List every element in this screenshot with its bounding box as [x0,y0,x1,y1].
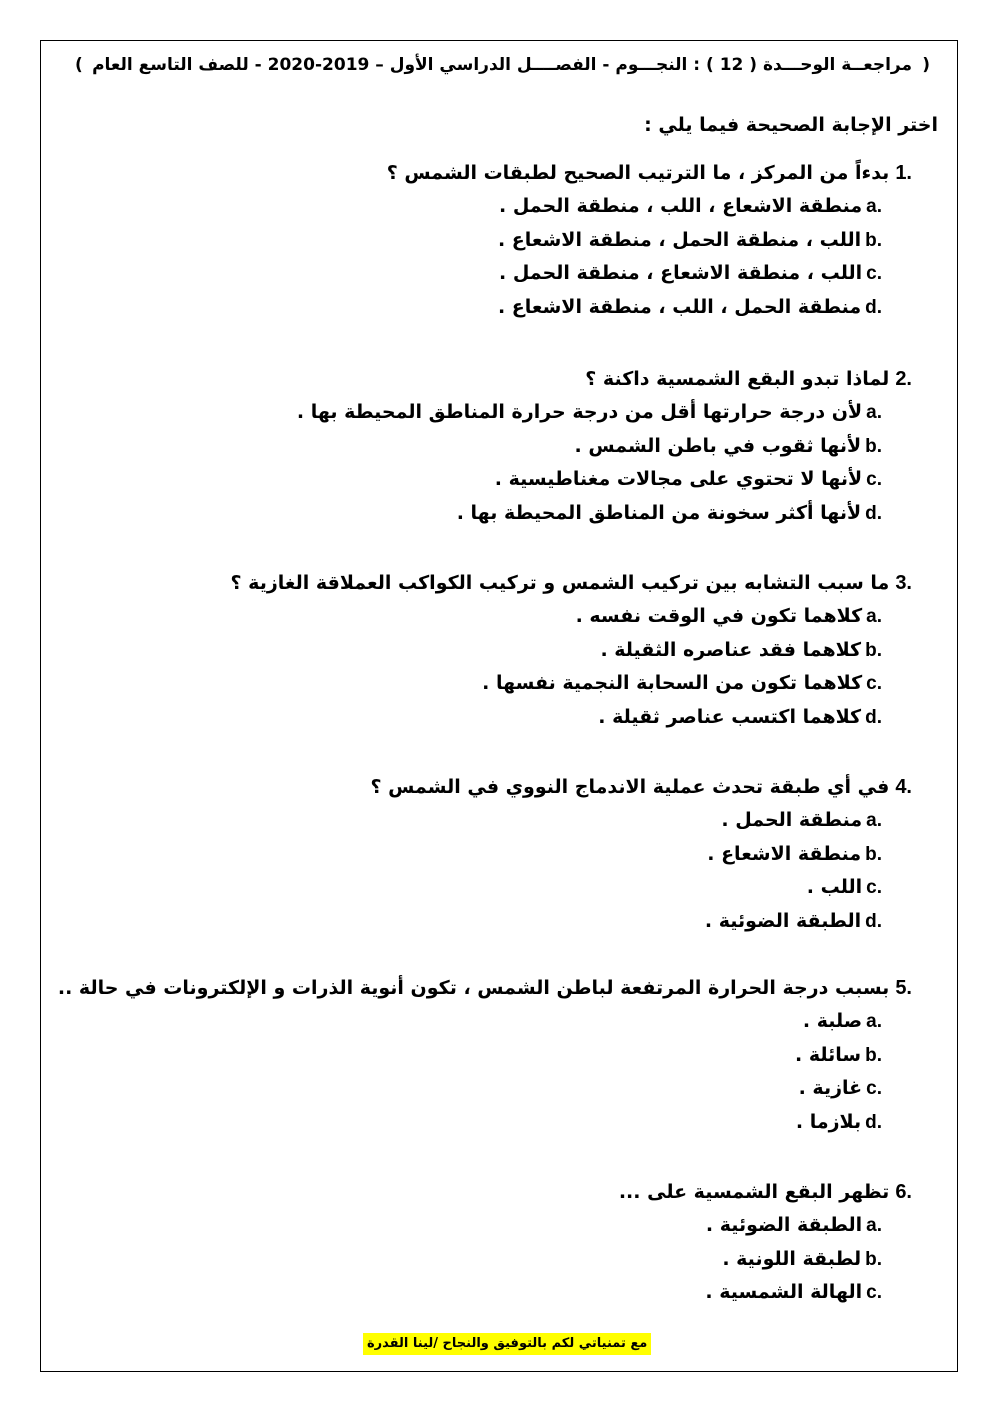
option-d[interactable] [387,291,882,325]
option-letter: b. [865,843,882,865]
footer-signature: مع تمنياتي لكم بالتوفيق والنجاح /لينا القدرة [363,1333,651,1355]
option-a[interactable] [231,600,882,634]
question-number: 4. [895,776,912,798]
header-open-paren: ( [922,55,930,75]
option-text: الطبقة الضوئية . [705,1214,863,1236]
option-a[interactable] [297,396,882,430]
option-text: لأنها أكثر سخونة من المناطق المحيطة بها . [456,501,862,524]
option-text: كلاهما تكون في الوقت نفسه . [575,605,863,627]
option-text: لطبقة اللونية . [722,1247,862,1270]
question-text: ما سبب التشابه بين تركيب الشمس و تركيب الكواكب العملاقة الغازية ؟ [230,572,890,594]
option-letter: b. [865,435,882,457]
option-letter: b. [865,639,882,661]
option-text: غازية . [798,1077,863,1099]
question-number: 1. [895,162,912,184]
option-letter: c. [866,469,882,490]
option-b[interactable] [619,1243,882,1277]
question-number: 2. [895,368,912,390]
worksheet-header [55,55,930,85]
option-c[interactable] [58,1072,882,1106]
question-1 [387,156,912,324]
question-text: لماذا تبدو البقع الشمسية داكنة ؟ [585,368,890,390]
option-text: منطقة الحمل ، اللب ، منطقة الاشعاع . [497,295,862,318]
option-text: اللب . [806,876,863,898]
option-text: لأن درجة حرارتها أقل من درجة حرارة المناطق المحيطة بها . [296,401,863,423]
question-text: في أي طبقة تحدث عملية الاندماج النووي في الشمس ؟ [370,776,890,798]
option-text: لأنها ثقوب في باطن الشمس . [574,434,862,457]
question-number: 5. [895,977,912,999]
option-letter: d. [865,502,882,524]
option-d[interactable] [58,1106,882,1140]
option-a[interactable] [387,190,882,224]
option-a[interactable] [619,1209,882,1243]
option-letter: c. [866,263,882,284]
option-letter: a. [866,402,882,423]
option-text: منطقة الحمل . [721,809,863,831]
option-d[interactable] [231,701,882,735]
option-text: اللب ، منطقة الاشعاع ، منطقة الحمل . [498,262,863,284]
option-d[interactable] [371,905,882,939]
option-letter: c. [866,877,882,898]
option-letter: d. [865,1111,882,1133]
option-letter: a. [866,1215,882,1236]
question-number: 3. [895,572,912,594]
option-letter: a. [866,1011,882,1032]
question-number: 6. [895,1181,912,1203]
question-6 [619,1175,912,1310]
question-4 [371,770,912,938]
question-2 [297,362,912,530]
option-b[interactable] [58,1039,882,1073]
instruction-text: اختر الإجابة الصحيحة فيما يلي : [644,114,938,136]
option-letter: c. [866,1282,882,1303]
option-letter: d. [865,910,882,932]
option-b[interactable] [371,838,882,872]
question-text: بسبب درجة الحرارة المرتفعة لباطن الشمس ، تكون أنوية الذرات و الإلكترونات في حالة .. [57,977,890,999]
option-letter: d. [865,706,882,728]
option-text: اللب ، منطقة الحمل ، منطقة الاشعاع . [497,228,862,251]
option-text: كلاهما فقد عناصره الثقيلة . [600,638,862,661]
option-b[interactable] [297,430,882,464]
option-c[interactable] [231,667,882,701]
question-5 [58,971,912,1139]
option-c[interactable] [297,463,882,497]
option-letter: b. [865,1248,882,1270]
option-c[interactable] [619,1276,882,1310]
question-text: تظهر البقع الشمسية على ... [618,1181,890,1203]
option-text: الهالة الشمسية . [705,1281,863,1303]
option-text: سائلة . [795,1043,862,1066]
option-letter: a. [866,606,882,627]
option-c[interactable] [387,257,882,291]
header-close-paren: ) [75,55,83,75]
option-text: صلبة . [802,1010,863,1032]
option-b[interactable] [387,224,882,258]
question-3 [231,566,912,734]
option-letter: a. [866,810,882,831]
header-title: مراجعــة الوحـــدة ( 12 ) : النجـــوم - الفصــــل الدراسي الأول – 2019-2020 - للصف التاسع العام [92,55,912,75]
option-text: الطبقة الضوئية . [704,909,862,932]
option-letter: c. [866,673,882,694]
option-text: منطقة الاشعاع ، اللب ، منطقة الحمل . [498,195,863,217]
option-d[interactable] [297,497,882,531]
option-b[interactable] [231,634,882,668]
option-letter: c. [866,1078,882,1099]
option-a[interactable] [58,1005,882,1039]
question-text: بدءاً من المركز ، ما الترتيب الصحيح لطبقات الشمس ؟ [386,162,890,184]
option-text: كلاهما اكتسب عناصر ثقيلة . [598,705,862,728]
option-letter: d. [865,296,882,318]
option-text: منطقة الاشعاع . [707,842,862,865]
option-text: كلاهما تكون من السحابة النجمية نفسها . [482,672,863,694]
option-letter: b. [865,1044,882,1066]
option-c[interactable] [371,871,882,905]
option-letter: a. [866,196,882,217]
option-text: بلازما . [795,1110,862,1133]
option-letter: b. [865,229,882,251]
option-a[interactable] [371,804,882,838]
option-text: لأنها لا تحتوي على مجالات مغناطيسية . [494,468,863,490]
